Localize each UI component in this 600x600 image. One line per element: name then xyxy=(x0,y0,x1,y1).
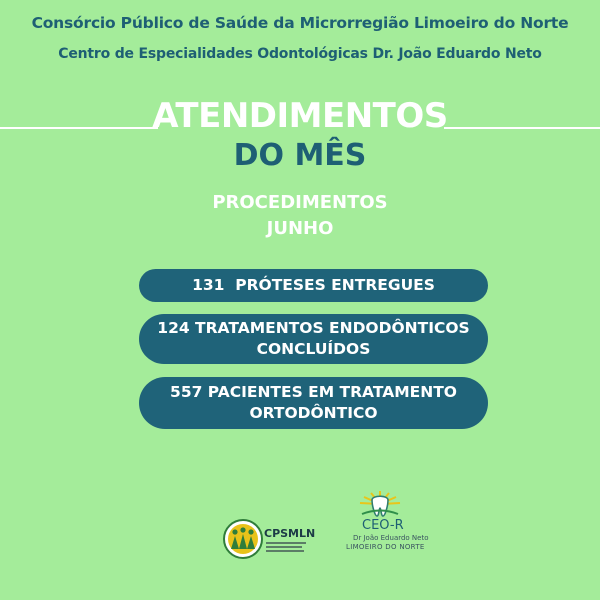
page-subtitle: DO MÊS xyxy=(233,138,367,173)
stat-orthodontic-pill xyxy=(139,377,488,429)
ceor-doctor-name: Dr João Eduardo Neto xyxy=(353,534,429,542)
stat-endodontic-pill xyxy=(139,314,488,364)
cpsmln-subtitle-lines xyxy=(266,542,308,552)
stat-orthodontic-line1: 557 PACIENTES EM TRATAMENTO xyxy=(170,383,457,401)
stat-endodontic-line2: CONCLUÍDOS xyxy=(256,340,371,358)
cpsmln-logo xyxy=(222,518,316,560)
month-label: JUNHO xyxy=(266,218,334,239)
header-consortium-name: Consórcio Público de Saúde da Microrregião Limoeiro do Norte xyxy=(31,14,569,32)
cpsmln-emblem-icon xyxy=(222,518,264,560)
stat-prosthesis-text: 131 PRÓTESES ENTREGUES xyxy=(192,276,435,294)
stat-prosthesis-pill xyxy=(139,269,488,302)
stat-orthodontic-line2: ORTODÔNTICO xyxy=(249,404,378,422)
tooth-sun-icon xyxy=(340,490,420,518)
header-center-name: Centro de Especialidades Odontológicas Dr. João Eduardo Neto xyxy=(58,46,542,62)
stat-endodontic-line1: 124 TRATAMENTOS ENDODÔNTICOS xyxy=(157,319,470,337)
ceor-name: CEO-R xyxy=(362,518,404,533)
ceor-logo xyxy=(340,490,429,554)
ceor-city: LIMOEIRO DO NORTE xyxy=(346,543,425,551)
section-label: PROCEDIMENTOS xyxy=(212,192,388,213)
page-title: ATENDIMENTOS xyxy=(152,96,448,136)
cpsmln-name: CPSMLN xyxy=(264,527,316,540)
